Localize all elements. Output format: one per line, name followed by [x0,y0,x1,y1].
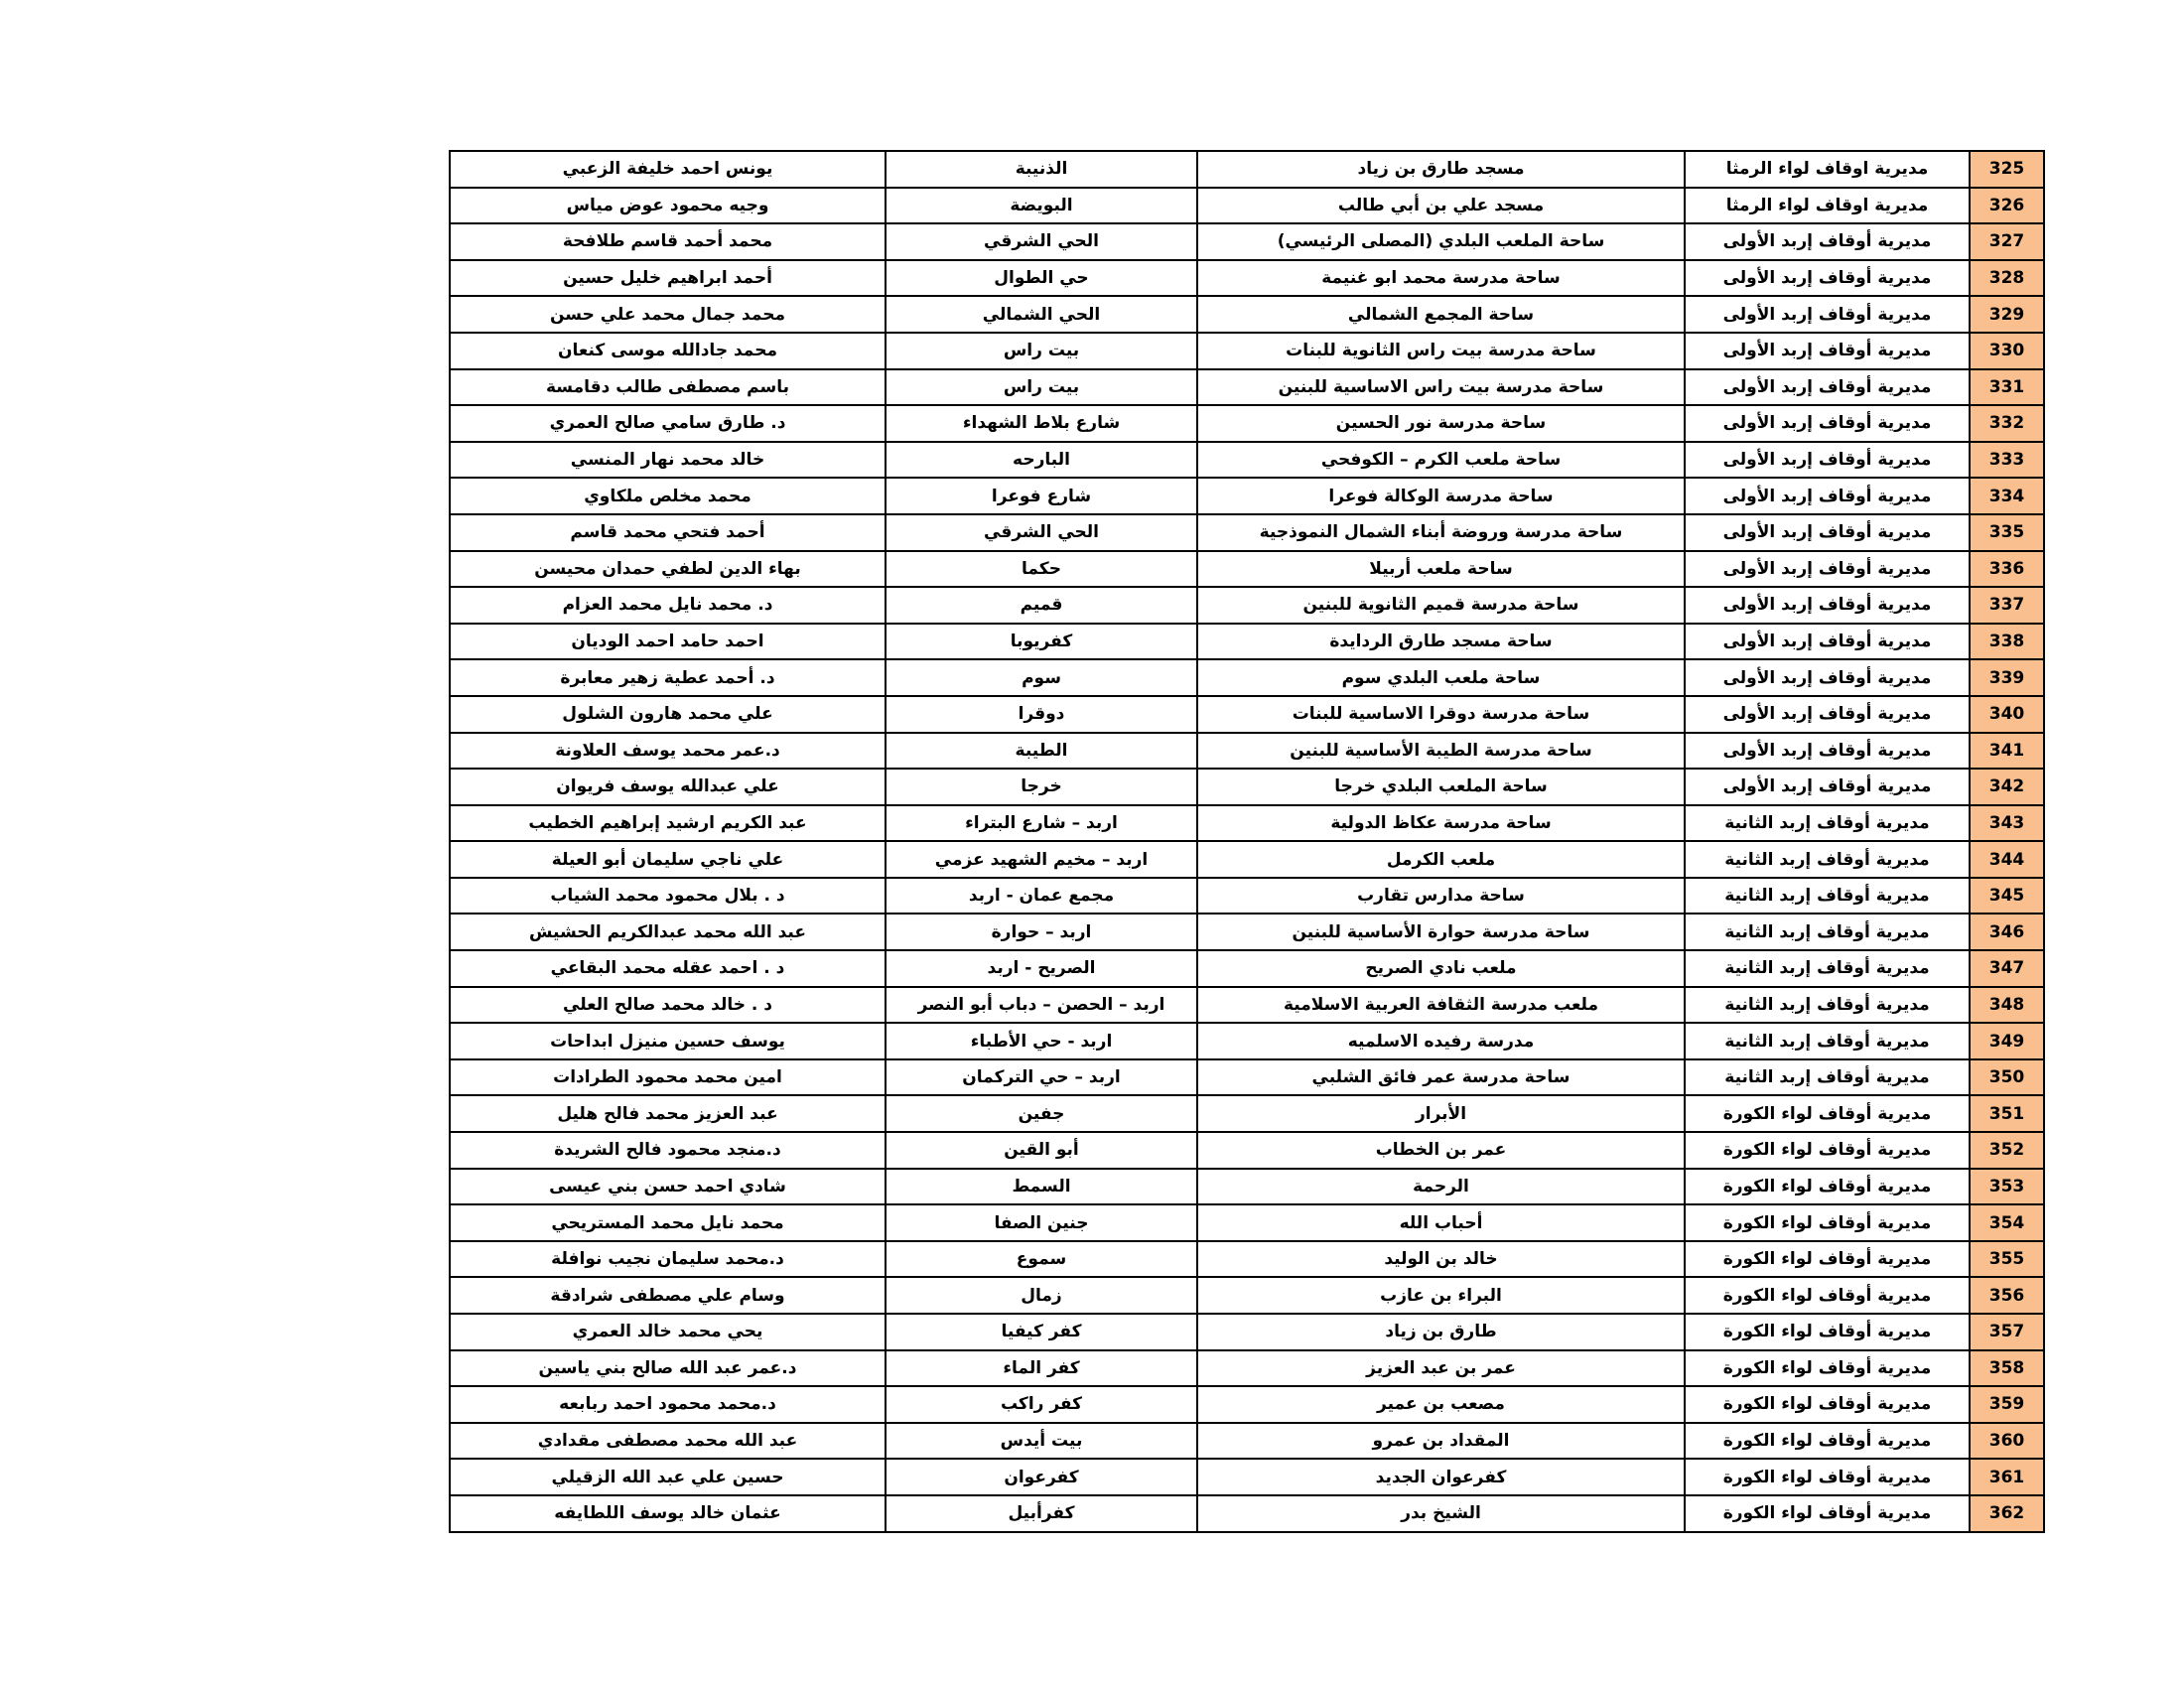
site-cell: ساحة مدرسة عمر فائق الشلبي [1197,1059,1685,1096]
row-number-cell: 352 [1970,1132,2044,1169]
directorate-cell: مديرية أوقاف لواء الكورة [1685,1241,1970,1278]
table-row [450,659,2044,696]
table-row [450,587,2044,624]
person-name-cell: يونس احمد خليفة الزعبي [450,151,886,188]
table-row [450,296,2044,333]
table-row [450,1204,2044,1241]
district-cell: زمال [886,1277,1197,1314]
person-name-cell: شادي احمد حسن بني عيسى [450,1169,886,1205]
table-row [450,841,2044,878]
row-number-cell: 362 [1970,1495,2044,1532]
site-cell: طارق بن زياد [1197,1314,1685,1350]
district-cell: شارع فوعرا [886,478,1197,514]
directorate-cell: مديرية أوقاف إربد الأولى [1685,296,1970,333]
district-cell: الذنيبة [886,151,1197,188]
district-cell: اربد – حي التركمان [886,1059,1197,1096]
table-row [450,624,2044,660]
row-number-cell: 343 [1970,805,2044,842]
district-cell: الطيبة [886,733,1197,770]
row-number-cell: 342 [1970,769,2044,805]
waqf-directory-table [449,150,2045,1533]
site-cell: ساحة ملعب أربيلا [1197,551,1685,588]
person-name-cell: عبد العزيز محمد فالح هليل [450,1095,886,1132]
row-number-cell: 337 [1970,587,2044,624]
person-name-cell: د.عمر عبد الله صالح بني ياسين [450,1350,886,1387]
table-row [450,1459,2044,1495]
site-cell: البراء بن عازب [1197,1277,1685,1314]
site-cell: الأبرار [1197,1095,1685,1132]
row-number-cell: 330 [1970,333,2044,369]
table-row [450,987,2044,1024]
table-row [450,223,2044,260]
table-row [450,1350,2044,1387]
row-number-cell: 357 [1970,1314,2044,1350]
person-name-cell: علي ناجي سليمان أبو العيلة [450,841,886,878]
directorate-cell: مديرية أوقاف إربد الأولى [1685,478,1970,514]
person-name-cell: باسم مصطفى طالب دقامسة [450,369,886,406]
person-name-cell: عبد الله محمد مصطفى مقدادي [450,1423,886,1460]
person-name-cell: علي محمد هارون الشلول [450,696,886,733]
row-number-cell: 351 [1970,1095,2044,1132]
row-number-cell: 334 [1970,478,2044,514]
site-cell: مدرسة رفيده الاسلميه [1197,1023,1685,1059]
person-name-cell: د . خالد محمد صالح العلي [450,987,886,1024]
site-cell: ساحة الملعب البلدي خرجا [1197,769,1685,805]
site-cell: ساحة مدرسة الطيبة الأساسية للبنين [1197,733,1685,770]
site-cell: ساحة مدرسة الوكالة فوعرا [1197,478,1685,514]
directorate-cell: مديرية أوقاف لواء الكورة [1685,1423,1970,1460]
person-name-cell: د.عمر محمد يوسف العلاونة [450,733,886,770]
district-cell: كفرعوان [886,1459,1197,1495]
directorate-cell: مديرية أوقاف لواء الكورة [1685,1386,1970,1423]
table-row [450,950,2044,987]
row-number-cell: 348 [1970,987,2044,1024]
site-cell: أحباب الله [1197,1204,1685,1241]
site-cell: عمر بن الخطاب [1197,1132,1685,1169]
row-number-cell: 333 [1970,442,2044,479]
site-cell: ساحة الملعب البلدي (المصلى الرئيسي) [1197,223,1685,260]
directorate-cell: مديرية أوقاف لواء الكورة [1685,1350,1970,1387]
directorate-cell: مديرية أوقاف إربد الأولى [1685,369,1970,406]
directorate-cell: مديرية أوقاف إربد الأولى [1685,333,1970,369]
person-name-cell: وجيه محمود عوض مياس [450,188,886,224]
directorate-cell: مديرية أوقاف لواء الكورة [1685,1459,1970,1495]
row-number-cell: 354 [1970,1204,2044,1241]
table-row [450,1169,2044,1205]
district-cell: أبو القين [886,1132,1197,1169]
person-name-cell: د.محمد محمود احمد ربابعه [450,1386,886,1423]
person-name-cell: د. أحمد عطية زهير معابرة [450,659,886,696]
directorate-cell: مديرية أوقاف إربد الأولى [1685,514,1970,551]
directorate-cell: مديرية أوقاف لواء الكورة [1685,1277,1970,1314]
table-row [450,514,2044,551]
district-cell: كفر كيفيا [886,1314,1197,1350]
district-cell: كفر الماء [886,1350,1197,1387]
person-name-cell: امين محمد محمود الطرادات [450,1059,886,1096]
table-row [450,1059,2044,1096]
table-row [450,1132,2044,1169]
row-number-cell: 341 [1970,733,2044,770]
table-row [450,369,2044,406]
person-name-cell: د. طارق سامي صالح العمري [450,405,886,442]
district-cell: قميم [886,587,1197,624]
district-cell: كفريوبا [886,624,1197,660]
district-cell: اربد - حي الأطباء [886,1023,1197,1059]
row-number-cell: 328 [1970,260,2044,297]
person-name-cell: يحي محمد خالد العمري [450,1314,886,1350]
row-number-cell: 353 [1970,1169,2044,1205]
table-row [450,878,2044,914]
row-number-cell: 344 [1970,841,2044,878]
table-row [450,805,2044,842]
table-row [450,478,2044,514]
directorate-cell: مديرية أوقاف إربد الأولى [1685,405,1970,442]
site-cell: الشيخ بدر [1197,1495,1685,1532]
row-number-cell: 349 [1970,1023,2044,1059]
person-name-cell: د . بلال محمود محمد الشياب [450,878,886,914]
person-name-cell: علي عبدالله يوسف فريوان [450,769,886,805]
directorate-cell: مديرية أوقاف لواء الكورة [1685,1495,1970,1532]
table-row [450,1495,2044,1532]
district-cell: كفر راكب [886,1386,1197,1423]
person-name-cell: محمد جادالله موسى كنعان [450,333,886,369]
site-cell: مصعب بن عمير [1197,1386,1685,1423]
directorate-cell: مديرية أوقاف إربد الثانية [1685,914,1970,950]
person-name-cell: عبد الكريم ارشيد إبراهيم الخطيب [450,805,886,842]
directorate-cell: مديرية أوقاف إربد الثانية [1685,805,1970,842]
person-name-cell: عثمان خالد يوسف اللطايفه [450,1495,886,1532]
directorate-cell: مديرية أوقاف إربد الثانية [1685,1023,1970,1059]
directorate-cell: مديرية أوقاف إربد الثانية [1685,1059,1970,1096]
table-row [450,333,2044,369]
district-cell: السمط [886,1169,1197,1205]
table-row [450,442,2044,479]
site-cell: ساحة مدرسة عكاظ الدولية [1197,805,1685,842]
district-cell: اربد – حوارة [886,914,1197,950]
table-row [450,1023,2044,1059]
table-row [450,1423,2044,1460]
district-cell: اربد – شارع البتراء [886,805,1197,842]
district-cell: الصريح - اربد [886,950,1197,987]
district-cell: حي الطوال [886,260,1197,297]
table-row [450,188,2044,224]
site-cell: ساحة مدرسة بيت راس الثانوية للبنات [1197,333,1685,369]
directorate-cell: مديرية أوقاف إربد الأولى [1685,659,1970,696]
table-row [450,696,2044,733]
district-cell: بيت أيدس [886,1423,1197,1460]
site-cell: المقداد بن عمرو [1197,1423,1685,1460]
row-number-cell: 336 [1970,551,2044,588]
row-number-cell: 325 [1970,151,2044,188]
district-cell: البويضة [886,188,1197,224]
site-cell: ساحة مدرسة وروضة أبناء الشمال النموذجية [1197,514,1685,551]
directorate-cell: مديرية أوقاف لواء الكورة [1685,1204,1970,1241]
person-name-cell: محمد أحمد قاسم طلافحة [450,223,886,260]
directorate-cell: مديرية أوقاف إربد الثانية [1685,841,1970,878]
row-number-cell: 327 [1970,223,2044,260]
table-row [450,733,2044,770]
directorate-cell: مديرية أوقاف إربد الأولى [1685,223,1970,260]
directorate-cell: مديرية أوقاف إربد الثانية [1685,878,1970,914]
row-number-cell: 359 [1970,1386,2044,1423]
directorate-cell: مديرية أوقاف إربد الثانية [1685,987,1970,1024]
person-name-cell: محمد مخلص ملكاوي [450,478,886,514]
row-number-cell: 345 [1970,878,2044,914]
directorate-cell: مديرية أوقاف إربد الأولى [1685,733,1970,770]
district-cell: اربد – الحصن – دباب أبو النصر [886,987,1197,1024]
directorate-cell: مديرية اوقاف لواء الرمثا [1685,188,1970,224]
directorate-cell: مديرية أوقاف إربد الأولى [1685,696,1970,733]
row-number-cell: 340 [1970,696,2044,733]
row-number-cell: 355 [1970,1241,2044,1278]
table-row [450,405,2044,442]
directorate-cell: مديرية أوقاف إربد الأولى [1685,442,1970,479]
person-name-cell: احمد حامد احمد الوديان [450,624,886,660]
district-cell: اربد – مخيم الشهيد عزمي [886,841,1197,878]
site-cell: خالد بن الوليد [1197,1241,1685,1278]
site-cell: ساحة مدارس تقارب [1197,878,1685,914]
person-name-cell: د. محمد نايل محمد العزام [450,587,886,624]
directorate-cell: مديرية أوقاف إربد الأولى [1685,624,1970,660]
district-cell: جنين الصفا [886,1204,1197,1241]
district-cell: شارع بلاط الشهداء [886,405,1197,442]
directorate-cell: مديرية اوقاف لواء الرمثا [1685,151,1970,188]
row-number-cell: 360 [1970,1423,2044,1460]
table-row [450,1241,2044,1278]
directorate-cell: مديرية أوقاف لواء الكورة [1685,1095,1970,1132]
site-cell: مسجد علي بن أبي طالب [1197,188,1685,224]
directorate-cell: مديرية أوقاف إربد الأولى [1685,587,1970,624]
row-number-cell: 346 [1970,914,2044,950]
district-cell: الحي الشرقي [886,514,1197,551]
district-cell: مجمع عمان - اربد [886,878,1197,914]
site-cell: ساحة مدرسة محمد ابو غنيمة [1197,260,1685,297]
table-body [450,151,2044,1532]
person-name-cell: عبد الله محمد عبدالكريم الحشيش [450,914,886,950]
site-cell: ساحة مسجد طارق الردايدة [1197,624,1685,660]
directorate-cell: مديرية أوقاف إربد الأولى [1685,260,1970,297]
district-cell: جفين [886,1095,1197,1132]
row-number-cell: 335 [1970,514,2044,551]
row-number-cell: 347 [1970,950,2044,987]
directorate-cell: مديرية أوقاف لواء الكورة [1685,1169,1970,1205]
person-name-cell: حسين علي عبد الله الزقيلي [450,1459,886,1495]
directorate-cell: مديرية أوقاف لواء الكورة [1685,1132,1970,1169]
site-cell: عمر بن عبد العزيز [1197,1350,1685,1387]
table-row [450,260,2044,297]
district-cell: بيت راس [886,369,1197,406]
row-number-cell: 332 [1970,405,2044,442]
district-cell: خرجا [886,769,1197,805]
site-cell: ساحة مدرسة نور الحسين [1197,405,1685,442]
row-number-cell: 361 [1970,1459,2044,1495]
person-name-cell: د.منجد محمود فالح الشريدة [450,1132,886,1169]
district-cell: كفرأبيل [886,1495,1197,1532]
table-row [450,769,2044,805]
person-name-cell: أحمد ابراهيم خليل حسين [450,260,886,297]
site-cell: مسجد طارق بن زياد [1197,151,1685,188]
site-cell: كفرعوان الجديد [1197,1459,1685,1495]
person-name-cell: محمد جمال محمد علي حسن [450,296,886,333]
person-name-cell: أحمد فتحي محمد قاسم [450,514,886,551]
directorate-cell: مديرية أوقاف إربد الأولى [1685,551,1970,588]
site-cell: ملعب نادي الصريح [1197,950,1685,987]
district-cell: البارحه [886,442,1197,479]
row-number-cell: 331 [1970,369,2044,406]
row-number-cell: 350 [1970,1059,2044,1096]
site-cell: ملعب مدرسة الثقافة العربية الاسلامية [1197,987,1685,1024]
row-number-cell: 358 [1970,1350,2044,1387]
row-number-cell: 338 [1970,624,2044,660]
table-row [450,151,2044,188]
site-cell: ساحة ملعب البلدي سوم [1197,659,1685,696]
directorate-cell: مديرية أوقاف لواء الكورة [1685,1314,1970,1350]
table-row [450,1277,2044,1314]
site-cell: ساحة ملعب الكرم – الكوفحي [1197,442,1685,479]
district-cell: سوم [886,659,1197,696]
district-cell: الحي الشرقي [886,223,1197,260]
person-name-cell: بهاء الدين لطفي حمدان محيسن [450,551,886,588]
person-name-cell: وسام علي مصطفى شرادقة [450,1277,886,1314]
person-name-cell: د . احمد عقله محمد البقاعي [450,950,886,987]
district-cell: بيت راس [886,333,1197,369]
directorate-cell: مديرية أوقاف إربد الثانية [1685,950,1970,987]
directorate-cell: مديرية أوقاف إربد الأولى [1685,769,1970,805]
district-cell: دوقرا [886,696,1197,733]
table-row [450,551,2044,588]
site-cell: الرحمة [1197,1169,1685,1205]
site-cell: ساحة مدرسة قميم الثانوية للبنين [1197,587,1685,624]
person-name-cell: محمد نايل محمد المستريحي [450,1204,886,1241]
table-row [450,1314,2044,1350]
district-cell: حكما [886,551,1197,588]
row-number-cell: 329 [1970,296,2044,333]
district-cell: الحي الشمالي [886,296,1197,333]
person-name-cell: يوسف حسين منيزل ابداحات [450,1023,886,1059]
row-number-cell: 339 [1970,659,2044,696]
site-cell: ساحة مدرسة بيت راس الاساسية للبنين [1197,369,1685,406]
table-row [450,1095,2044,1132]
row-number-cell: 326 [1970,188,2044,224]
person-name-cell: خالد محمد نهار المنسي [450,442,886,479]
row-number-cell: 356 [1970,1277,2044,1314]
person-name-cell: د.محمد سليمان نجيب نوافلة [450,1241,886,1278]
site-cell: ساحة المجمع الشمالي [1197,296,1685,333]
table-row [450,1386,2044,1423]
site-cell: ساحة مدرسة حوارة الأساسية للبنين [1197,914,1685,950]
table-row [450,914,2044,950]
site-cell: ساحة مدرسة دوقرا الاساسية للبنات [1197,696,1685,733]
site-cell: ملعب الكرمل [1197,841,1685,878]
district-cell: سموع [886,1241,1197,1278]
